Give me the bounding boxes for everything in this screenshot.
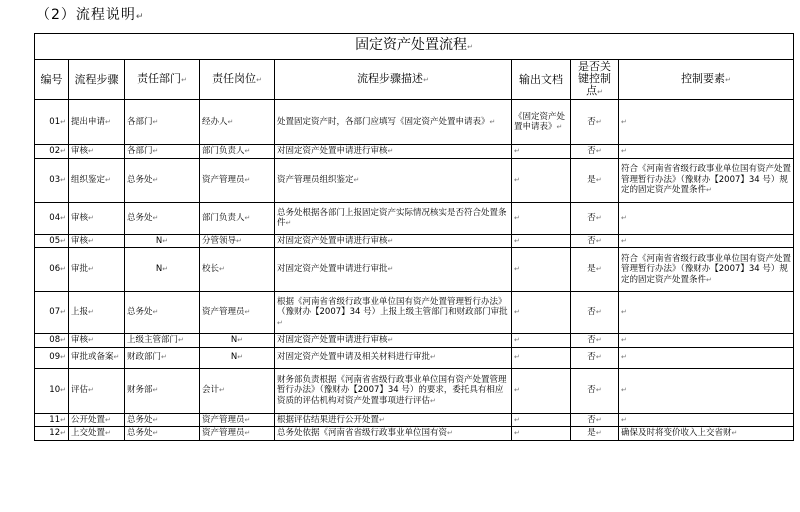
table-row	[35, 202, 794, 234]
cell-ctrl: ↵	[619, 292, 794, 334]
cell-role: 资产管理员↵	[200, 158, 275, 202]
table-row	[35, 427, 794, 441]
cell-doc: ↵	[512, 158, 571, 202]
cell-key: 否↵	[571, 334, 619, 348]
cell-ctrl: ↵	[619, 100, 794, 145]
cell-doc: ↵	[512, 347, 571, 368]
cell-ctrl: ↵	[619, 413, 794, 427]
cell-ctrl: 符合《河南省省级行政事业单位国有资产处置管理暂行办法》（豫财办【2007】34 号）规定的固定资产处置条件↵	[619, 248, 794, 292]
table-row	[35, 158, 794, 202]
cell-ctrl: ↵	[619, 202, 794, 234]
cell-doc: ↵	[512, 234, 571, 248]
header-ctrl: 控制要素↵	[619, 60, 794, 100]
cell-key: 否↵	[571, 368, 619, 413]
table-row	[35, 292, 794, 334]
cell-step: 提出申请↵	[69, 100, 125, 145]
cell-key: 是↵	[571, 248, 619, 292]
cell-step: 审批或备案↵	[69, 347, 125, 368]
table-row	[35, 145, 794, 159]
cell-dept: 总务处↵	[125, 292, 200, 334]
cell-key: 否↵	[571, 413, 619, 427]
cell-dept: 上级主管部门↵	[125, 334, 200, 348]
header-desc: 流程步骤描述↵	[275, 60, 512, 100]
cell-key: 否↵	[571, 234, 619, 248]
cell-role: 资产管理员↵	[200, 427, 275, 441]
cell-doc: 《固定资产处置申请表》↵	[512, 100, 571, 145]
table-row	[35, 334, 794, 348]
cell-no: 11↵	[35, 413, 69, 427]
cell-step: 组织鉴定↵	[69, 158, 125, 202]
cell-dept: 各部门↵	[125, 100, 200, 145]
cell-key: 否↵	[571, 347, 619, 368]
cell-ctrl: ↵	[619, 368, 794, 413]
cell-desc: 对固定资产处置申请进行审核↵	[275, 145, 512, 159]
cell-role: N↵	[200, 347, 275, 368]
cell-step: 审核↵	[69, 202, 125, 234]
cell-dept: 总务处↵	[125, 413, 200, 427]
cell-ctrl: ↵	[619, 145, 794, 159]
cell-key: 否↵	[571, 100, 619, 145]
cell-step: 审核↵	[69, 334, 125, 348]
cell-no: 10↵	[35, 368, 69, 413]
table-row	[35, 368, 794, 413]
cell-key: 否↵	[571, 202, 619, 234]
cell-role: 分管领导↵	[200, 234, 275, 248]
cell-dept: N↵	[125, 234, 200, 248]
cell-dept: 总务处↵	[125, 202, 200, 234]
cell-doc: ↵	[512, 334, 571, 348]
table-title-row	[35, 34, 794, 60]
header-doc: 输出文档	[512, 60, 571, 100]
cell-step: 评估↵	[69, 368, 125, 413]
table-body	[35, 100, 794, 441]
cell-desc: 财务部负责根据《河南省省级行政事业单位国有资产处置管理暂行办法》（豫财办【2007】34 号）的要求，委托具有相应资质的评估机构对资产处置事项进行评估↵	[275, 368, 512, 413]
cell-role: 资产管理员↵	[200, 292, 275, 334]
cell-desc: 资产管理员组织鉴定↵	[275, 158, 512, 202]
cell-key: 是↵	[571, 427, 619, 441]
cell-dept: 财务部↵	[125, 368, 200, 413]
cell-role: 会计↵	[200, 368, 275, 413]
cell-no: 08↵	[35, 334, 69, 348]
cell-key: 否↵	[571, 145, 619, 159]
cell-ctrl: 确保及时将变价收入上交省财↵	[619, 427, 794, 441]
header-dept: 责任部门↵	[125, 60, 200, 100]
cell-ctrl: ↵	[619, 347, 794, 368]
cell-role: 部门负责人↵	[200, 145, 275, 159]
cell-doc: ↵	[512, 248, 571, 292]
header-no: 编号	[35, 60, 69, 100]
table-row	[35, 347, 794, 368]
cell-ctrl: 符合《河南省省级行政事业单位国有资产处置管理暂行办法》（豫财办【2007】34 号）规定的固定资产处置条件↵	[619, 158, 794, 202]
cell-desc: 总务处根据各部门上报固定资产实际情况核实是否符合处置条件↵	[275, 202, 512, 234]
cell-role: 资产管理员↵	[200, 413, 275, 427]
cell-step: 上交处置↵	[69, 427, 125, 441]
cell-dept: 财政部门↵	[125, 347, 200, 368]
cell-role: 经办人↵	[200, 100, 275, 145]
cell-dept: 总务处↵	[125, 427, 200, 441]
cell-step: 审核↵	[69, 234, 125, 248]
header-step: 流程步骤	[69, 60, 125, 100]
cell-role: N↵	[200, 334, 275, 348]
cell-doc: ↵	[512, 202, 571, 234]
cell-doc: ↵	[512, 292, 571, 334]
table-header-row	[35, 60, 794, 100]
cell-role: 校长↵	[200, 248, 275, 292]
cell-ctrl: ↵	[619, 234, 794, 248]
cell-no: 07↵	[35, 292, 69, 334]
table-row	[35, 248, 794, 292]
table-row	[35, 100, 794, 145]
cell-no: 09↵	[35, 347, 69, 368]
cell-desc: 总务处依据《河南省省级行政事业单位国有资↵	[275, 427, 512, 441]
cell-desc: 对固定资产处置申请进行审核↵	[275, 234, 512, 248]
section-heading: （2）流程说明↵	[36, 7, 145, 23]
cell-dept: 各部门↵	[125, 145, 200, 159]
process-table	[34, 33, 794, 441]
cell-doc: ↵	[512, 413, 571, 427]
cell-step: 上报↵	[69, 292, 125, 334]
cell-key: 是↵	[571, 158, 619, 202]
cell-desc: 对固定资产处置申请进行审批↵	[275, 248, 512, 292]
cell-ctrl: ↵	[619, 334, 794, 348]
table-row	[35, 413, 794, 427]
cell-no: 06↵	[35, 248, 69, 292]
cell-key: 否↵	[571, 292, 619, 334]
cell-doc: ↵	[512, 145, 571, 159]
cell-desc: 根据评估结果进行公开处置↵	[275, 413, 512, 427]
cell-doc: ↵	[512, 368, 571, 413]
cell-role: 部门负责人↵	[200, 202, 275, 234]
cell-no: 02↵	[35, 145, 69, 159]
cell-desc: 处置固定资产时，各部门应填写《固定资产处置申请表》↵	[275, 100, 512, 145]
header-key: 是否关键控制点↵	[571, 60, 619, 100]
cell-desc: 对固定资产处置申请进行审核↵	[275, 334, 512, 348]
cell-no: 01↵	[35, 100, 69, 145]
cell-step: 公开处置↵	[69, 413, 125, 427]
table-row	[35, 234, 794, 248]
table-title: 固定资产处置流程↵	[35, 34, 794, 60]
cell-no: 05↵	[35, 234, 69, 248]
cell-step: 审核↵	[69, 145, 125, 159]
header-role: 责任岗位↵	[200, 60, 275, 100]
cell-desc: 根据《河南省省级行政事业单位国有资产处置管理暂行办法》（豫财办【2007】34 号）上报上级主管部门和财政部门审批↵	[275, 292, 512, 334]
cell-no: 04↵	[35, 202, 69, 234]
cell-desc: 对固定资产处置申请及相关材料进行审批↵	[275, 347, 512, 368]
cell-step: 审批↵	[69, 248, 125, 292]
cell-dept: 总务处↵	[125, 158, 200, 202]
cell-dept: N↵	[125, 248, 200, 292]
cell-no: 03↵	[35, 158, 69, 202]
cell-no: 12↵	[35, 427, 69, 441]
cell-doc: ↵	[512, 427, 571, 441]
